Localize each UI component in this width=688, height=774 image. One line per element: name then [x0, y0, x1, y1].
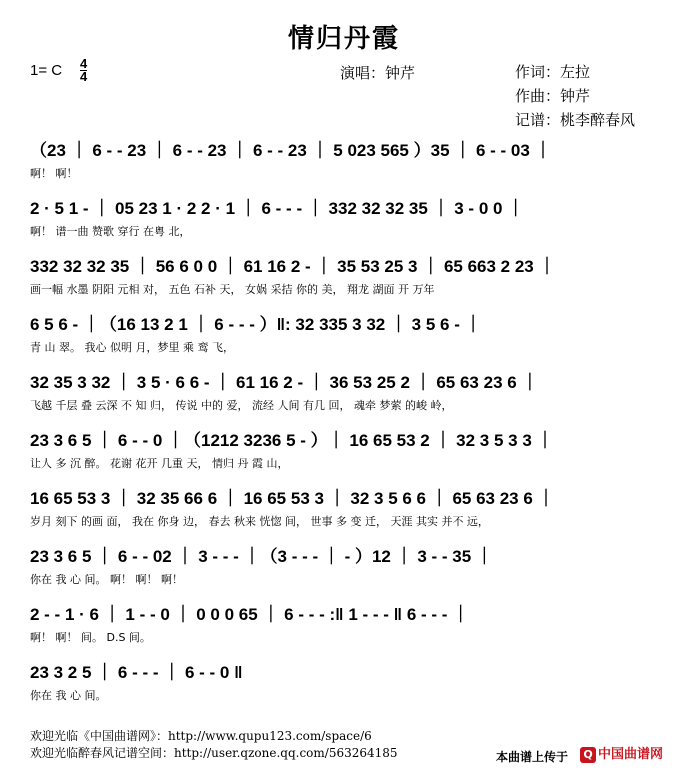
- notation-line: 23 3 2 5 ｜ 6 - - - ｜ 6 - - 0 ‖: [30, 663, 243, 682]
- notation-line: 6 5 6 - ｜（16 13 2 1 ｜ 6 - - - ）‖: 32 335 3 32 ｜ 3 5 6 - ｜: [30, 315, 482, 334]
- singer-credit: 演唱：钟芹: [340, 64, 416, 82]
- staff-system: [30, 652, 666, 710]
- transcriber-credit: 记谱：桃李醉春风: [515, 111, 636, 129]
- notation-line: 332 32 32 35 ｜ 56 6 0 0 ｜ 61 16 2 - ｜ 35 53 25 3 ｜ 65 663 2 23 ｜: [30, 257, 556, 276]
- staff-system: [30, 188, 666, 246]
- key-signature: 1= C: [30, 62, 63, 79]
- score-body: [30, 130, 666, 710]
- footer: [30, 728, 398, 762]
- credits-block: [515, 60, 635, 132]
- logo-icon: Q: [580, 747, 596, 763]
- notation-line: 23 3 6 5 ｜ 6 - - 0 ｜（1212 3236 5 - ）｜ 16 65 53 2 ｜ 32 3 5 3 3 ｜: [30, 431, 554, 450]
- notation-line: 2 · 5 1 - ｜ 05 23 1 · 2 2 · 1 ｜ 6 - - - ｜ 332 32 32 35 ｜ 3 - 0 0 ｜: [30, 199, 525, 218]
- notation-line: 16 65 53 3 ｜ 32 35 66 6 ｜ 16 65 53 3 ｜ 32 3 5 6 6 ｜ 65 63 23 6 ｜: [30, 489, 555, 508]
- lyrics-line: 你在 我 心 间。 啊！ 啊！ 啊！: [30, 573, 183, 586]
- staff-system: [30, 246, 666, 304]
- notation-line: 23 3 6 5 ｜ 6 - - 02 ｜ 3 - - - ｜（3 - - - ｜ - ）12 ｜ 3 - - 35 ｜: [30, 547, 493, 566]
- staff-system: [30, 362, 666, 420]
- lyrics-line: 飞越 千层 叠 云深 不 知 归， 传说 中的 爱， 流经 人间 有几 回， 魂牵 梦萦 的峻 岭，: [30, 399, 453, 412]
- notation-line: 2 - - 1 · 6 ｜ 1 - - 0 ｜ 0 0 0 65 ｜ 6 - - - :‖ 1 - - - ‖ 6 - - - ｜: [30, 605, 470, 624]
- lyrics-line: 岁月 刻下 的画 面， 我在 你身 边， 春去 秋来 恍惚 间， 世事 多 变 迁， 天涯 其实 并不 远，: [30, 515, 489, 528]
- staff-system: [30, 594, 666, 652]
- staff-system: [30, 420, 666, 478]
- site-logo[interactable]: [580, 744, 680, 766]
- footer-link-2[interactable]: 欢迎光临醉春风记谱空间：http://user.qzone.qq.com/563264185: [30, 746, 398, 760]
- staff-system: [30, 536, 666, 594]
- staff-system: [30, 304, 666, 362]
- time-denominator: 4: [80, 69, 88, 84]
- staff-system: [30, 130, 666, 188]
- lyrics-line: 啊！ 啊！: [30, 167, 78, 180]
- song-title: 情归丹霞: [287, 24, 400, 54]
- lyrics-line: 让人 多 沉 醉。 花谢 花开 几重 天， 情归 丹 霞 山，: [30, 457, 289, 470]
- notation-line: 32 35 3 32 ｜ 3 5 · 6 6 - ｜ 61 16 2 - ｜ 36 53 25 2 ｜ 65 63 23 6 ｜: [30, 373, 539, 392]
- lyrics-line: 啊！ 谱一曲 赞歌 穿行 在粤 北，: [30, 225, 191, 238]
- logo-text: 中国曲谱网: [598, 747, 664, 762]
- staff-system: [30, 478, 666, 536]
- notation-line: （23 ｜ 6 - - 23 ｜ 6 - - 23 ｜ 6 - - 23 ｜ 5 023 565 ）35 ｜ 6 - - 03 ｜: [30, 141, 552, 160]
- time-signature: [80, 58, 87, 83]
- lyrics-line: 青 山 翠。 我心 似明 月，梦里 乘 鸾 飞，: [30, 341, 234, 354]
- time-numerator: 4: [80, 56, 88, 71]
- lyrics-line: 啊！ 啊！ 间。 D.S 间。: [30, 631, 151, 644]
- uploader-note: 本曲谱上传于: [496, 750, 569, 764]
- lyrics-line: 你在 我 心 间。: [30, 689, 107, 702]
- lyricist-credit: 作词：左拉: [515, 63, 591, 81]
- footer-link-1[interactable]: 欢迎光临《中国曲谱网》：http://www.qupu123.com/space/6: [30, 729, 372, 743]
- composer-credit: 作曲：钟芹: [515, 87, 591, 105]
- lyrics-line: 画一幅 水墨 阴阳 元相 对， 五色 石补 天， 女娲 采拮 你的 美， 翔龙 湖面 开 万年: [30, 283, 435, 296]
